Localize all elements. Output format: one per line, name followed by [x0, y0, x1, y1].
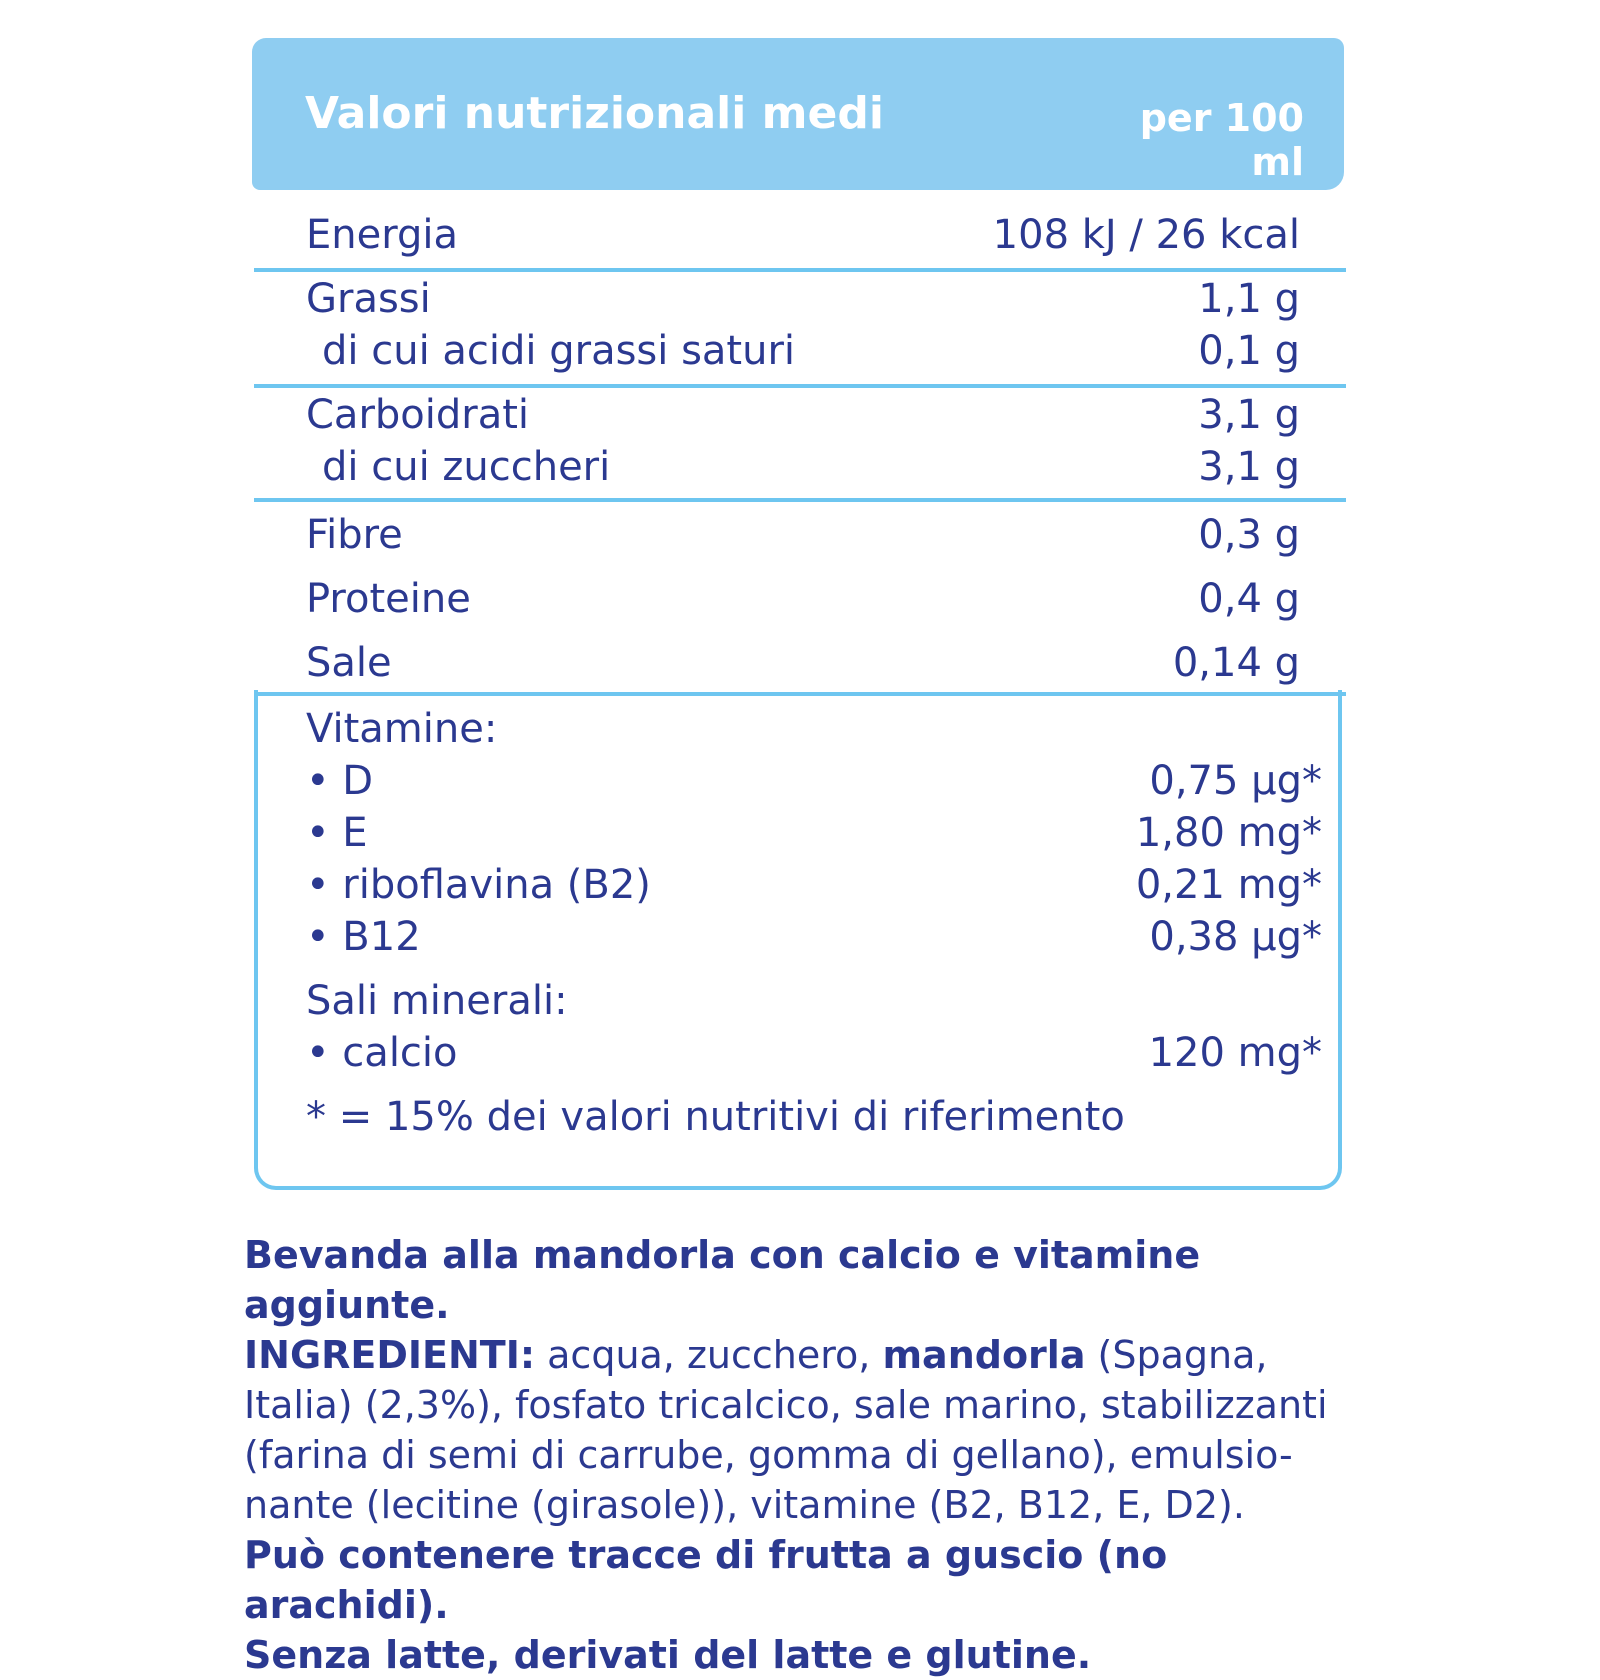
protein-value: 0,4 g: [1198, 576, 1300, 622]
ingredients-text: (Spagna, Italia) (2,3%), fosfato tricalcico, sale marino, stabilizzanti (farina di semi di carrube, gomma di gellano), emulsio-nante (lecitine (girasole)), vitamine (B2, B12, E, D2).: [244, 1333, 1328, 1527]
fat-label: Grassi: [306, 276, 431, 322]
ingredients-label: INGREDIENTI:: [244, 1333, 536, 1377]
minerals-heading: Sali minerali:: [306, 978, 568, 1024]
ingredients-list: [244, 1330, 1374, 1530]
allergen-warning: Può contenere tracce di frutta a guscio (no arachidi).: [244, 1533, 1168, 1627]
ingredients-block: [244, 1230, 1374, 1680]
vitamin-d-label: • D: [306, 758, 374, 804]
product-description: Bevanda alla mandorla con calcio e vitamine aggiunte.: [244, 1233, 1201, 1327]
ingredients-text: acqua, zucchero,: [535, 1333, 883, 1377]
fibre-label: Fibre: [306, 512, 403, 558]
salt-value: 0,14 g: [1172, 640, 1300, 686]
divider: [254, 384, 1346, 388]
energy-value: 108 kJ / 26 kcal: [992, 212, 1300, 258]
divider: [254, 498, 1346, 502]
vitamin-b2-label: • riboflavina (B2): [306, 862, 651, 908]
calcium-value: 120 mg*: [1148, 1030, 1322, 1076]
nutrition-unit: per 100 ml: [1139, 96, 1304, 184]
vitamin-e-value: 1,80 mg*: [1135, 810, 1322, 856]
divider: [254, 268, 1346, 272]
sugars-label: di cui zuccheri: [322, 444, 611, 490]
energy-label: Energia: [306, 212, 458, 258]
reference-footnote: * = 15% dei valori nutritivi di riferimento: [306, 1094, 1125, 1140]
fibre-value: 0,3 g: [1198, 512, 1300, 558]
free-from-statement: Senza latte, derivati del latte e glutine.: [244, 1633, 1092, 1677]
vitamin-b12-value: 0,38 µg*: [1149, 914, 1322, 960]
saturated-fat-value: 0,1 g: [1198, 328, 1300, 374]
protein-label: Proteine: [306, 576, 471, 622]
salt-label: Sale: [306, 640, 392, 686]
calcium-label: • calcio: [306, 1030, 458, 1076]
vitamin-b2-value: 0,21 mg*: [1135, 862, 1322, 908]
saturated-fat-label: di cui acidi grassi saturi: [322, 328, 796, 374]
almond-allergen: mandorla: [882, 1333, 1086, 1377]
vitamins-heading: Vitamine:: [306, 706, 498, 752]
carbohydrates-label: Carboidrati: [306, 392, 530, 438]
vitamin-b12-label: • B12: [306, 914, 421, 960]
sugars-value: 3,1 g: [1198, 444, 1300, 490]
nutrition-title: Valori nutrizionali medi: [305, 88, 884, 139]
vitamin-e-label: • E: [306, 810, 368, 856]
fat-value: 1,1 g: [1198, 276, 1300, 322]
carbohydrates-value: 3,1 g: [1198, 392, 1300, 438]
vitamin-d-value: 0,75 µg*: [1149, 758, 1322, 804]
